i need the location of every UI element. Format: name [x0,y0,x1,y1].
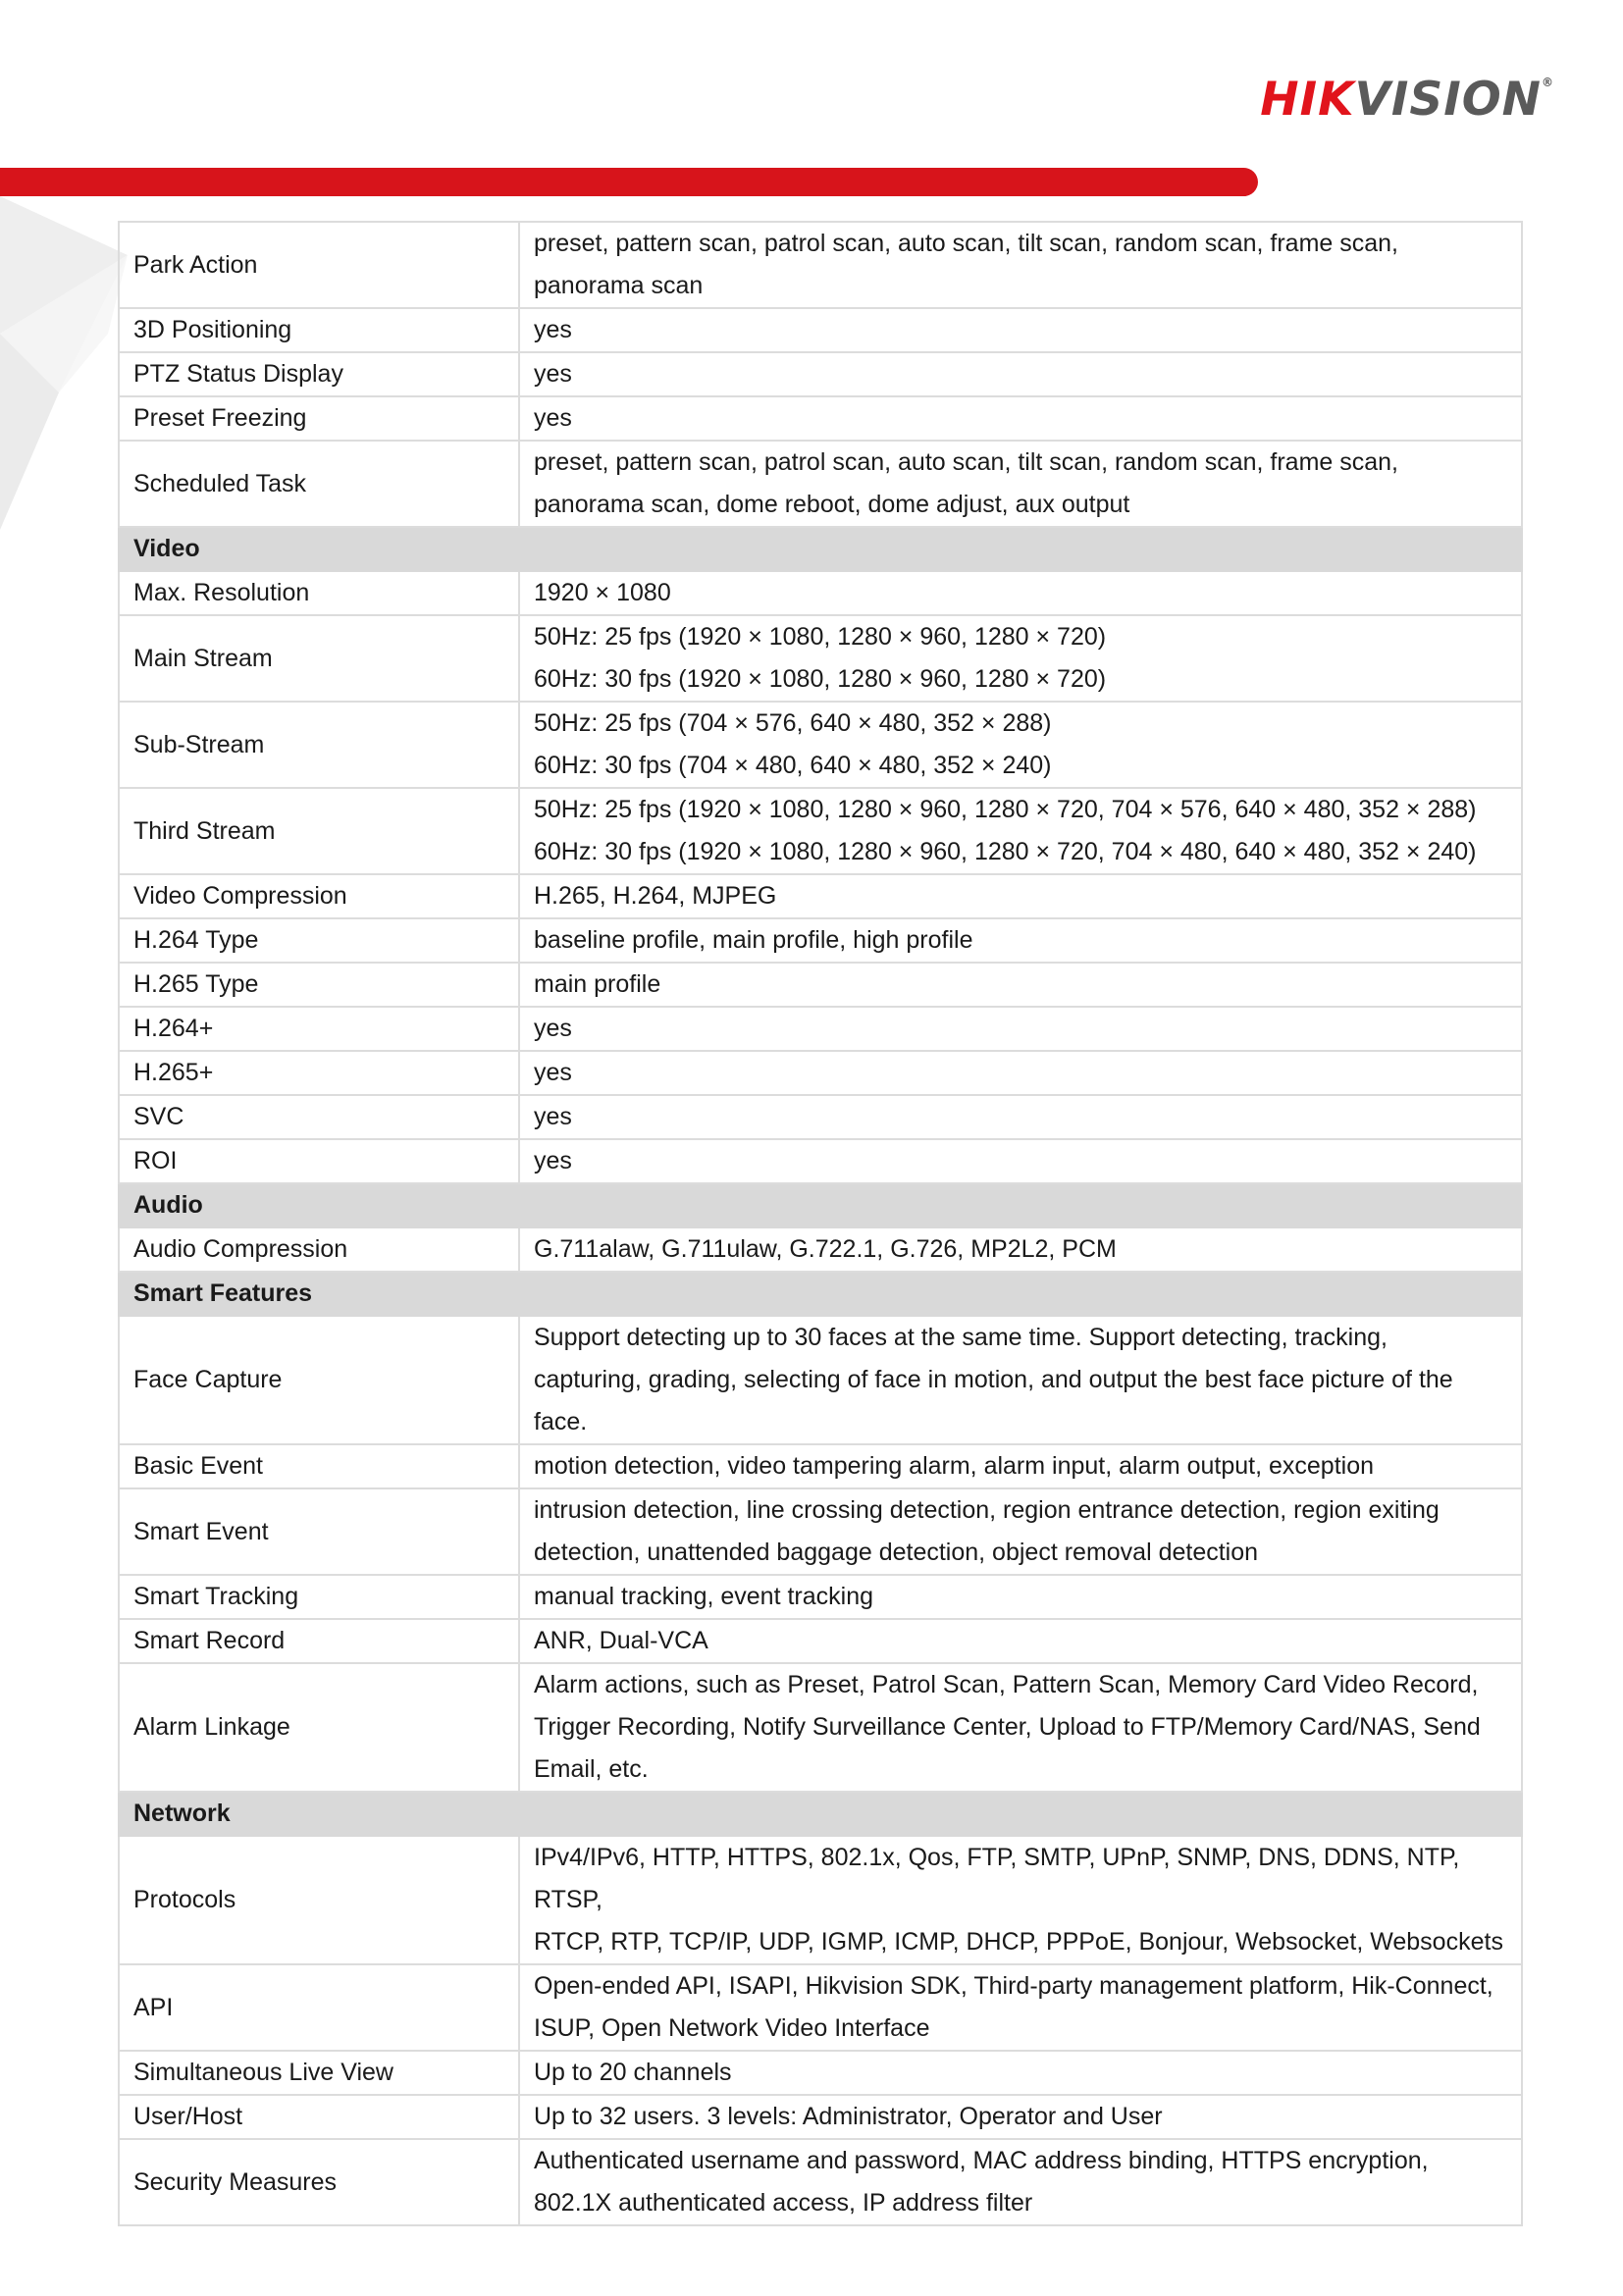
spec-label: SVC [119,1095,519,1139]
spec-label: H.265 Type [119,963,519,1007]
spec-row [119,1836,1522,1964]
section-title: Network [119,1792,1522,1836]
spec-value-line: preset, pattern scan, patrol scan, auto scan, tilt scan, random scan, frame scan, [534,230,1398,257]
spec-value-line: 1920 × 1080 [534,579,671,606]
spec-value [519,308,1522,352]
spec-value [519,222,1522,308]
spec-value-line: yes [534,1103,572,1130]
spec-label: Security Measures [119,2139,519,2225]
spec-value [519,1444,1522,1488]
spec-row [119,788,1522,874]
spec-row [119,1007,1522,1051]
spec-value-line: ANR, Dual-VCA [534,1627,708,1654]
spec-value-line: face. [534,1408,588,1435]
spec-value-line: Alarm actions, such as Preset, Patrol Scan, Pattern Scan, Memory Card Video Record, [534,1671,1479,1698]
spec-value-line: 60Hz: 30 fps (704 × 480, 640 × 480, 352 × 240) [534,752,1052,779]
spec-row [119,918,1522,963]
spec-value-line: yes [534,1147,572,1174]
spec-row [119,2051,1522,2095]
spec-label: Smart Event [119,1488,519,1575]
spec-value [519,702,1522,788]
spec-label: Video Compression [119,874,519,918]
spec-table [118,221,1523,2226]
spec-row [119,615,1522,702]
spec-value-line: main profile [534,970,661,998]
spec-row [119,1227,1522,1272]
spec-value-line: 50Hz: 25 fps (1920 × 1080, 1280 × 960, 1280 × 720, 704 × 576, 640 × 480, 352 × 288) [534,796,1477,823]
spec-value [519,1575,1522,1619]
spec-label: Basic Event [119,1444,519,1488]
spec-value [519,1007,1522,1051]
spec-row [119,1964,1522,2051]
spec-value-line: Trigger Recording, Notify Surveillance Center, Upload to FTP/Memory Card/NAS, Send [534,1713,1481,1741]
spec-value [519,788,1522,874]
spec-label: Max. Resolution [119,571,519,615]
spec-value-line: Up to 20 channels [534,2059,732,2086]
spec-row [119,441,1522,527]
spec-value [519,2139,1522,2225]
spec-value-line: baseline profile, main profile, high profile [534,926,973,954]
spec-row [119,308,1522,352]
spec-value [519,1227,1522,1272]
spec-value-line: panorama scan, dome reboot, dome adjust, aux output [534,491,1130,518]
spec-value-line: Open-ended API, ISAPI, Hikvision SDK, Third-party management platform, Hik-Connect, [534,1972,1493,2000]
spec-label: Face Capture [119,1316,519,1444]
spec-value [519,1316,1522,1444]
spec-value-line: Email, etc. [534,1755,649,1783]
spec-label: Alarm Linkage [119,1663,519,1792]
spec-value-line: yes [534,1059,572,1086]
spec-label: Smart Tracking [119,1575,519,1619]
spec-value [519,2051,1522,2095]
spec-value-line: panorama scan [534,272,704,299]
header-red-bar [0,168,1258,196]
spec-value [519,352,1522,396]
spec-label: Park Action [119,222,519,308]
spec-row [119,874,1522,918]
spec-row [119,963,1522,1007]
spec-label: User/Host [119,2095,519,2139]
spec-label: H.265+ [119,1051,519,1095]
section-title: Audio [119,1183,1522,1227]
spec-value-line: ISUP, Open Network Video Interface [534,2014,930,2042]
spec-row [119,2139,1522,2225]
registered-mark: ® [1542,76,1554,89]
decorative-triangles [0,196,128,530]
spec-value-line: yes [534,1015,572,1042]
spec-value [519,1139,1522,1183]
spec-value-line: intrusion detection, line crossing detection, region entrance detection, region exiting [534,1496,1440,1524]
spec-value-line: G.711alaw, G.711ulaw, G.722.1, G.726, MP2L2, PCM [534,1235,1117,1263]
spec-value-line: yes [534,360,572,388]
spec-value [519,1663,1522,1792]
spec-row [119,1051,1522,1095]
spec-label: Scheduled Task [119,441,519,527]
logo-hik-text: HIK [1260,73,1355,127]
spec-value [519,1095,1522,1139]
spec-label: Third Stream [119,788,519,874]
spec-value-line: detection, unattended baggage detection, object removal detection [534,1539,1259,1566]
spec-label: ROI [119,1139,519,1183]
section-title: Smart Features [119,1272,1522,1316]
spec-value-line: Up to 32 users. 3 levels: Administrator, Operator and User [534,2103,1163,2130]
spec-label: PTZ Status Display [119,352,519,396]
spec-value-line: capturing, grading, selecting of face in motion, and output the best face picture of the [534,1366,1453,1393]
spec-value [519,874,1522,918]
spec-value [519,1836,1522,1964]
spec-value-line: H.265, H.264, MJPEG [534,882,777,910]
section-header-row [119,527,1522,571]
spec-row [119,702,1522,788]
spec-table-body [119,222,1522,2225]
spec-row [119,1316,1522,1444]
spec-row [119,1619,1522,1663]
spec-value-line: yes [534,316,572,343]
section-header-row [119,1792,1522,1836]
section-title: Video [119,527,1522,571]
spec-label: 3D Positioning [119,308,519,352]
spec-label: Smart Record [119,1619,519,1663]
spec-label: Sub-Stream [119,702,519,788]
spec-value [519,441,1522,527]
spec-value-line: 802.1X authenticated access, IP address filter [534,2189,1033,2217]
spec-value [519,963,1522,1007]
spec-row [119,396,1522,441]
spec-row [119,352,1522,396]
spec-label: Main Stream [119,615,519,702]
spec-value-line: Support detecting up to 30 faces at the same time. Support detecting, tracking, [534,1324,1387,1351]
spec-value-line: manual tracking, event tracking [534,1583,874,1610]
spec-row [119,1575,1522,1619]
spec-value [519,1964,1522,2051]
spec-row [119,1488,1522,1575]
spec-value-line: preset, pattern scan, patrol scan, auto scan, tilt scan, random scan, frame scan, [534,448,1398,476]
spec-value [519,1619,1522,1663]
spec-row [119,2095,1522,2139]
spec-value [519,571,1522,615]
spec-row [119,571,1522,615]
spec-value-line: RTCP, RTP, TCP/IP, UDP, IGMP, ICMP, DHCP, PPPoE, Bonjour, Websocket, Websockets [534,1928,1503,1956]
spec-row [119,222,1522,308]
spec-value [519,396,1522,441]
spec-value [519,1488,1522,1575]
spec-label: API [119,1964,519,2051]
spec-row [119,1663,1522,1792]
spec-row [119,1095,1522,1139]
spec-value-line: 50Hz: 25 fps (1920 × 1080, 1280 × 960, 1280 × 720) [534,623,1107,651]
section-header-row [119,1272,1522,1316]
spec-label: Audio Compression [119,1227,519,1272]
logo-vision-text: VISION [1354,73,1542,127]
spec-row [119,1139,1522,1183]
hikvision-logo [1260,73,1554,127]
spec-value-line: 60Hz: 30 fps (1920 × 1080, 1280 × 960, 1280 × 720) [534,665,1107,693]
spec-value [519,918,1522,963]
spec-value-line: yes [534,404,572,432]
spec-label: Preset Freezing [119,396,519,441]
spec-label: H.264+ [119,1007,519,1051]
spec-value [519,615,1522,702]
spec-value-line: 50Hz: 25 fps (704 × 576, 640 × 480, 352 × 288) [534,709,1052,737]
section-header-row [119,1183,1522,1227]
spec-value [519,1051,1522,1095]
spec-value-line: Authenticated username and password, MAC address binding, HTTPS encryption, [534,2147,1429,2174]
spec-value-line: motion detection, video tampering alarm, alarm input, alarm output, exception [534,1452,1375,1480]
spec-row [119,1444,1522,1488]
spec-value-line: 60Hz: 30 fps (1920 × 1080, 1280 × 960, 1280 × 720, 704 × 480, 640 × 480, 352 × 240) [534,838,1477,865]
spec-label: Protocols [119,1836,519,1964]
spec-label: Simultaneous Live View [119,2051,519,2095]
spec-label: H.264 Type [119,918,519,963]
spec-value [519,2095,1522,2139]
spec-value-line: IPv4/IPv6, HTTP, HTTPS, 802.1x, Qos, FTP, SMTP, UPnP, SNMP, DNS, DDNS, NTP, RTSP, [534,1844,1460,1913]
